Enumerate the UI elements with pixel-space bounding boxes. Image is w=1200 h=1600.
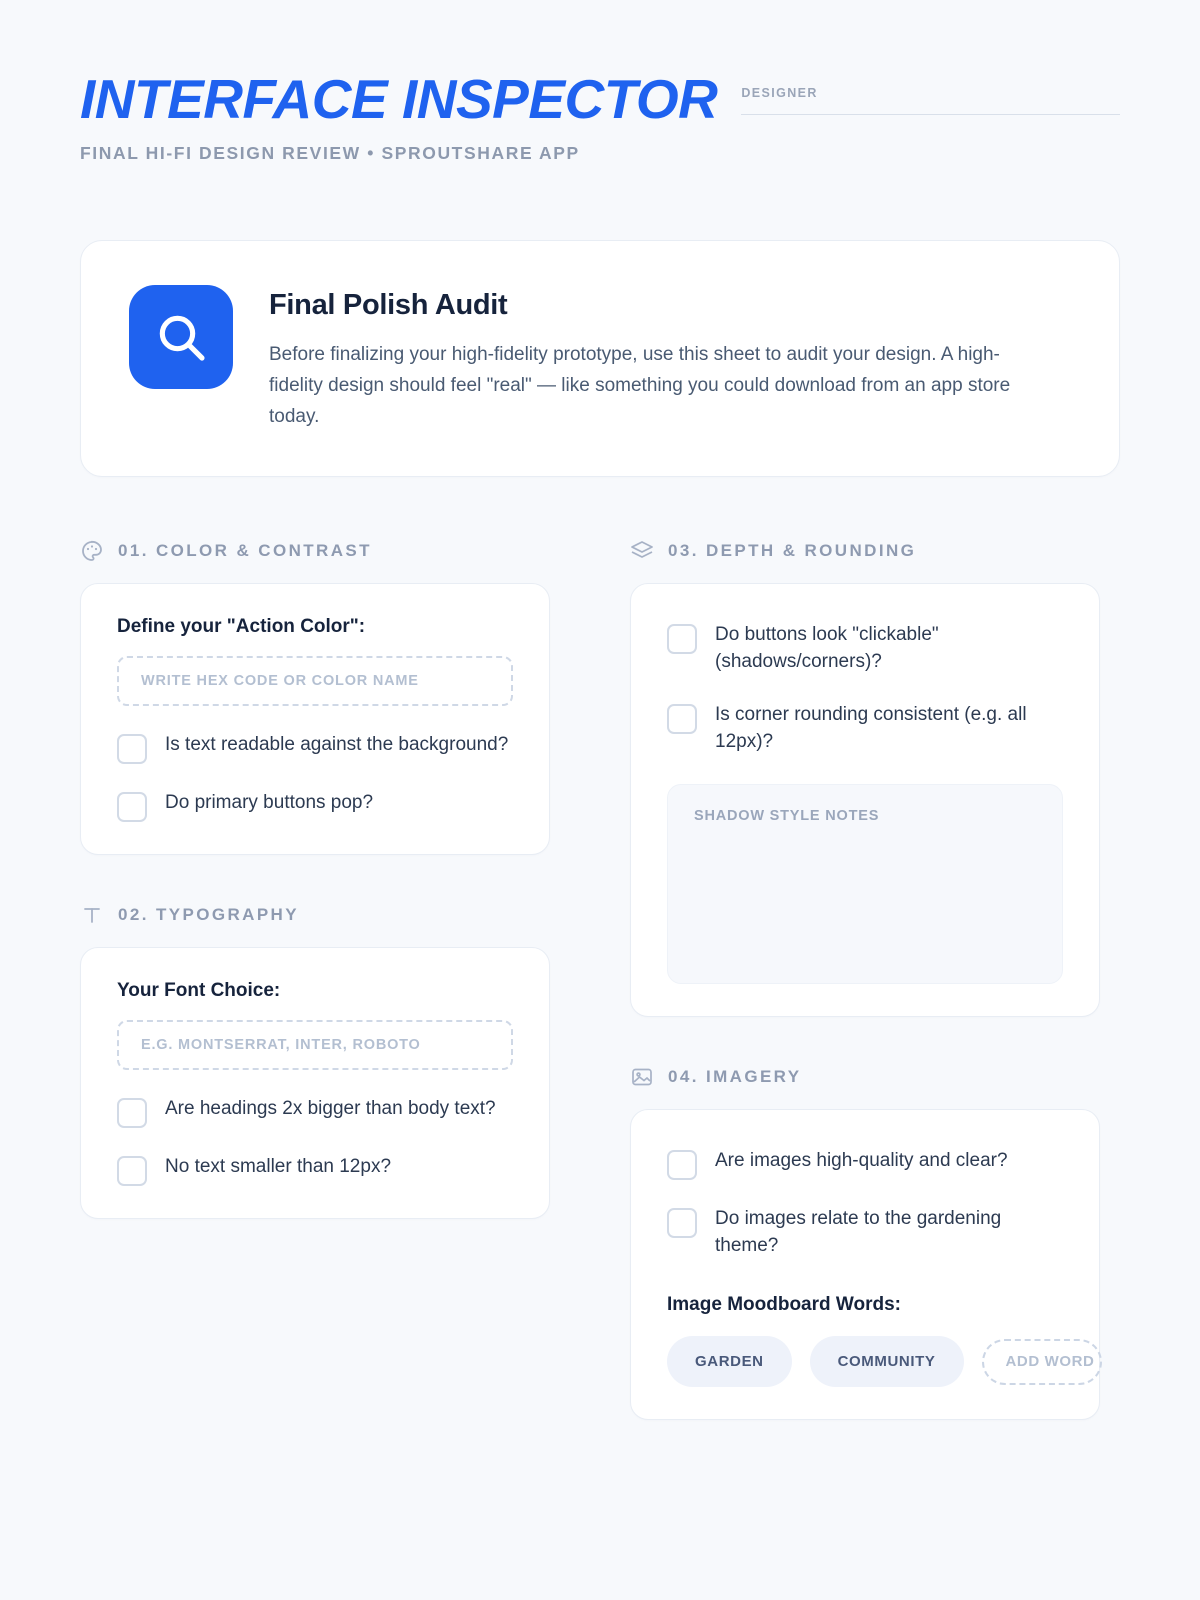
check-label: Do buttons look "clickable" (shadows/corners)?: [715, 624, 939, 673]
check-row[interactable]: [667, 622, 1063, 676]
shadow-notes-placeholder: SHADOW STYLE NOTES: [694, 808, 880, 825]
section-header-depth: [630, 539, 1100, 563]
section-header-typography: [80, 903, 550, 927]
section-title-depth: 03. DEPTH & ROUNDING: [668, 541, 917, 561]
sections-columns: [80, 539, 1120, 1420]
check-row[interactable]: [117, 732, 513, 764]
section-title-typography: 02. TYPOGRAPHY: [118, 905, 299, 925]
check-label: Are headings 2x bigger than body text?: [165, 1098, 496, 1120]
moodboard-chip-list: [667, 1336, 1095, 1387]
card-depth-rounding: [630, 583, 1100, 1017]
check-label: Is corner rounding consistent (e.g. all 12px)?: [715, 704, 1027, 753]
moodboard-label: Image Moodboard Words:: [667, 1294, 901, 1316]
designer-input-line[interactable]: [741, 114, 1120, 115]
check-row[interactable]: [117, 1154, 513, 1186]
checkbox[interactable]: [667, 1208, 697, 1238]
section-title-color: 01. COLOR & CONTRAST: [118, 541, 372, 561]
image-icon: [630, 1065, 654, 1089]
add-word-chip[interactable]: ADD WORD: [982, 1339, 1102, 1385]
action-color-input[interactable]: [117, 656, 513, 706]
intro-card: [80, 240, 1120, 477]
checkbox[interactable]: [117, 792, 147, 822]
font-choice-input[interactable]: [117, 1020, 513, 1070]
check-label: Do images relate to the gardening theme?: [715, 1208, 1002, 1257]
font-choice-placeholder: E.G. MONTSERRAT, INTER, ROBOTO: [141, 1037, 421, 1054]
moodboard-chip[interactable]: GARDEN: [667, 1336, 792, 1387]
check-row[interactable]: [117, 1096, 513, 1128]
designer-label: DESIGNER: [741, 86, 818, 100]
section-header-imagery: [630, 1065, 1100, 1089]
action-color-placeholder: WRITE HEX CODE OR COLOR NAME: [141, 673, 419, 690]
page-subtitle: FINAL HI-FI DESIGN REVIEW • SPROUTSHARE APP: [80, 143, 580, 163]
checkbox[interactable]: [117, 1098, 147, 1128]
page-header: [80, 68, 1120, 164]
left-column: [80, 539, 550, 1420]
check-row[interactable]: [117, 790, 513, 822]
layers-icon: [630, 539, 654, 563]
moodboard-chip[interactable]: COMMUNITY: [810, 1336, 964, 1387]
checkbox[interactable]: [667, 704, 697, 734]
check-row[interactable]: [667, 1148, 1063, 1180]
checkbox[interactable]: [117, 1156, 147, 1186]
check-label: Do primary buttons pop?: [165, 792, 374, 814]
font-choice-label: Your Font Choice:: [117, 980, 281, 1002]
type-icon: [80, 903, 104, 927]
check-label: No text smaller than 12px?: [165, 1156, 392, 1178]
checkbox[interactable]: [667, 624, 697, 654]
check-row[interactable]: [667, 1206, 1063, 1260]
check-label: Are images high-quality and clear?: [715, 1150, 1008, 1172]
check-label: Is text readable against the background?: [165, 734, 509, 756]
search-icon: [129, 285, 233, 389]
section-title-imagery: 04. IMAGERY: [668, 1067, 802, 1087]
card-typography: [80, 947, 550, 1219]
check-row[interactable]: [667, 702, 1063, 756]
designer-field[interactable]: [741, 86, 1120, 115]
checkbox[interactable]: [667, 1150, 697, 1180]
palette-icon: [80, 539, 104, 563]
intro-text: [269, 285, 1029, 432]
title-block: [80, 68, 718, 164]
shadow-notes-textarea[interactable]: [667, 784, 1063, 984]
section-header-color: [80, 539, 550, 563]
intro-body: Before finalizing your high-fidelity prototype, use this sheet to audit your design. A high-fidelity design should feel "real" — like something you could download from an app store today.: [269, 344, 1011, 427]
intro-title: Final Polish Audit: [269, 289, 508, 321]
card-color-contrast: [80, 583, 550, 855]
action-color-label: Define your "Action Color":: [117, 616, 366, 638]
right-column: [630, 539, 1100, 1420]
page-title: INTERFACE INSPECTOR: [80, 68, 718, 130]
checkbox[interactable]: [117, 734, 147, 764]
card-imagery: [630, 1109, 1100, 1420]
